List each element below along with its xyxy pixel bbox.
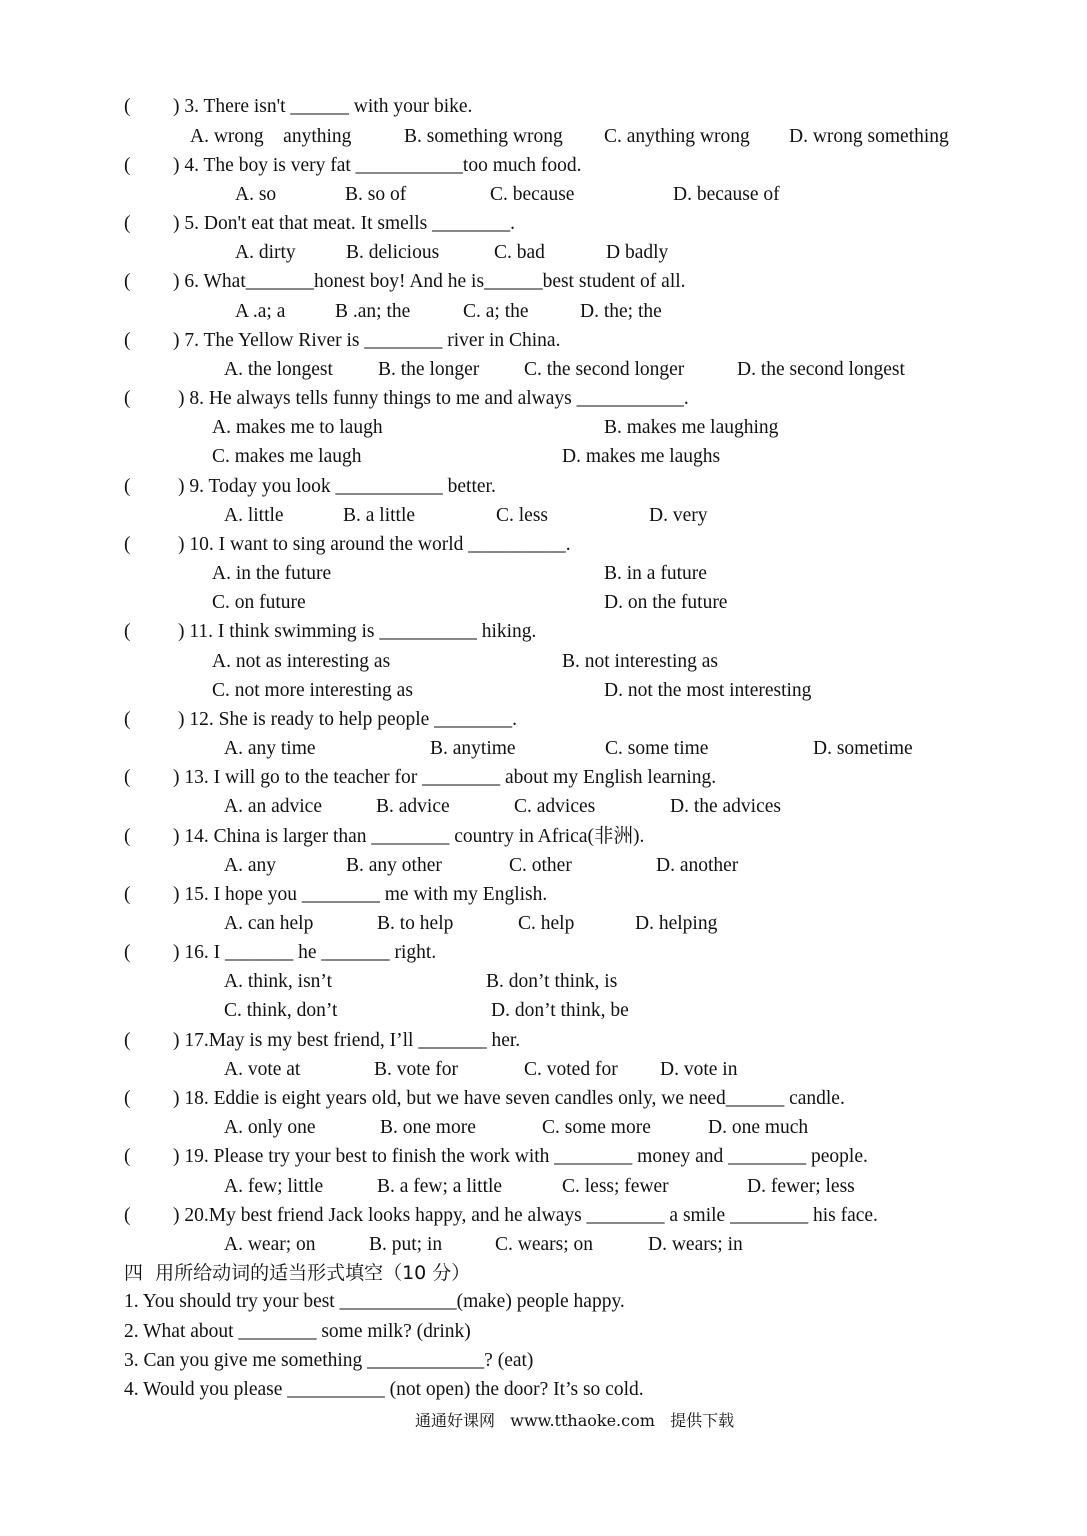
answer-option: B. a few; a little	[377, 1176, 503, 1197]
question-text: ) 11. I think swimming is __________ hiking.	[178, 621, 537, 642]
answer-option: D. don’t think, be	[491, 1000, 629, 1021]
answer-option: C. think, don’t	[224, 1000, 338, 1021]
answer-option: A. any	[224, 855, 276, 876]
answer-option: B. a little	[343, 505, 416, 526]
answer-option: A. in the future	[212, 563, 332, 584]
answer-option: D badly	[606, 242, 669, 263]
answer-paren: (	[124, 767, 131, 788]
answer-option: A. any time	[224, 738, 316, 759]
answer-option: B. don’t think, is	[486, 971, 618, 992]
answer-option: D. wrong something	[789, 126, 949, 147]
answer-option: D. sometime	[813, 738, 913, 759]
question-text: ) 17.May is my best friend, I’ll _______ her.	[173, 1030, 521, 1051]
answer-option: D. on the future	[604, 592, 728, 613]
fill-in-item: 1. You should try your best ____________(make) people happy.	[124, 1291, 625, 1312]
question-text: ) 18. Eddie is eight years old, but we have seven candles only, we need______ candle.	[173, 1088, 845, 1109]
answer-paren: (	[124, 96, 131, 117]
answer-option: D. helping	[635, 913, 718, 934]
section-heading: 四 用所给动词的适当形式填空（10 分）	[124, 1262, 471, 1284]
answer-paren: (	[124, 1205, 131, 1226]
answer-option: B. delicious	[346, 242, 440, 263]
answer-option: C. on future	[212, 592, 306, 613]
answer-paren: (	[124, 330, 131, 351]
question-text: ) 10. I want to sing around the world __________.	[178, 534, 571, 555]
question-text: ) 20.My best friend Jack looks happy, and he always ________ a smile ________ his face.	[173, 1205, 878, 1226]
answer-option: C. makes me laugh	[212, 446, 362, 467]
answer-option: A. wear; on	[224, 1234, 316, 1255]
answer-option: D. the advices	[670, 796, 782, 817]
question-text: ) 4. The boy is very fat ___________too much food.	[173, 155, 582, 176]
answer-option: D. another	[656, 855, 739, 876]
question-text: ) 16. I _______ he _______ right.	[173, 942, 437, 963]
answer-option: B. vote for	[374, 1059, 458, 1080]
question-text: ) 12. She is ready to help people ________.	[178, 709, 518, 730]
answer-option: D. not the most interesting	[604, 680, 812, 701]
answer-paren: (	[124, 388, 131, 409]
answer-paren: (	[124, 1088, 131, 1109]
answer-paren: (	[124, 942, 131, 963]
answer-paren: (	[124, 1030, 131, 1051]
question-text: ) 19. Please try your best to finish the work with ________ money and ________ people.	[173, 1146, 868, 1167]
answer-option: C. some time	[605, 738, 709, 759]
question-text: ) 3. There isn't ______ with your bike.	[173, 96, 473, 117]
answer-option: B. any other	[346, 855, 442, 876]
question-text: ) 9. Today you look ___________ better.	[178, 476, 496, 497]
answer-paren: (	[124, 155, 131, 176]
answer-option: A. only one	[224, 1117, 316, 1138]
answer-option: B. something wrong	[404, 126, 563, 147]
answer-option: C. help	[518, 913, 575, 934]
answer-option: C. because	[490, 184, 575, 205]
question-text: ) 14. China is larger than ________ country in Africa(非洲).	[173, 826, 645, 847]
answer-option: D. the second longest	[737, 359, 905, 380]
answer-option: D. makes me laughs	[562, 446, 721, 467]
answer-option: D. one much	[708, 1117, 809, 1138]
answer-option: A. wrong anything	[190, 126, 352, 147]
question-text: ) 5. Don't eat that meat. It smells ________.	[173, 213, 515, 234]
answer-option: B. put; in	[369, 1234, 443, 1255]
answer-option: C. less	[496, 505, 549, 526]
question-text: ) 6. What_______honest boy! And he is______best student of all.	[173, 271, 686, 292]
answer-option: B. not interesting as	[562, 651, 718, 672]
answer-option: B. advice	[376, 796, 450, 817]
fill-in-item: 4. Would you please __________ (not open) the door? It’s so cold.	[124, 1379, 644, 1400]
answer-paren: (	[124, 709, 131, 730]
answer-option: A. can help	[224, 913, 314, 934]
answer-option: A. little	[224, 505, 284, 526]
answer-paren: (	[124, 271, 131, 292]
answer-option: C. less; fewer	[562, 1176, 669, 1197]
question-text: ) 8. He always tells funny things to me and always ___________.	[178, 388, 689, 409]
answer-option: B. to help	[377, 913, 454, 934]
fill-in-item: 3. Can you give me something ____________? (eat)	[124, 1350, 534, 1371]
answer-option: D. fewer; less	[747, 1176, 855, 1197]
answer-option: B. so of	[345, 184, 407, 205]
answer-option: A. so	[235, 184, 277, 205]
question-text: ) 15. I hope you ________ me with my English.	[173, 884, 548, 905]
answer-paren: (	[124, 476, 131, 497]
answer-option: B. makes me laughing	[604, 417, 779, 438]
answer-option: A. an advice	[224, 796, 322, 817]
answer-option: D. because of	[673, 184, 780, 205]
answer-option: C. anything wrong	[604, 126, 750, 147]
answer-paren: (	[124, 884, 131, 905]
footer-source: 通通好课网 www.tthaoke.com 提供下载	[415, 1411, 735, 1430]
answer-paren: (	[124, 621, 131, 642]
answer-option: C. bad	[494, 242, 545, 263]
answer-option: C. advices	[514, 796, 596, 817]
answer-paren: (	[124, 534, 131, 555]
answer-option: C. the second longer	[524, 359, 685, 380]
answer-option: C. not more interesting as	[212, 680, 413, 701]
answer-option: B. the longer	[378, 359, 480, 380]
answer-option: D. wears; in	[648, 1234, 743, 1255]
answer-option: B .an; the	[335, 301, 411, 322]
answer-option: A. few; little	[224, 1176, 324, 1197]
answer-option: C. a; the	[463, 301, 529, 322]
answer-option: A. dirty	[235, 242, 296, 263]
answer-paren: (	[124, 826, 131, 847]
answer-option: A. the longest	[224, 359, 333, 380]
answer-option: A. vote at	[224, 1059, 301, 1080]
question-text: ) 13. I will go to the teacher for ________ about my English learning.	[173, 767, 717, 788]
answer-option: A .a; a	[235, 301, 286, 322]
answer-option: A. makes me to laugh	[212, 417, 383, 438]
answer-option: C. other	[509, 855, 572, 876]
answer-option: C. voted for	[524, 1059, 618, 1080]
answer-option: D. very	[649, 505, 708, 526]
answer-option: B. in a future	[604, 563, 707, 584]
answer-option: C. wears; on	[495, 1234, 594, 1255]
answer-option: A. not as interesting as	[212, 651, 391, 672]
fill-in-item: 2. What about ________ some milk? (drink)	[124, 1321, 471, 1342]
answer-option: B. anytime	[430, 738, 516, 759]
answer-option: D. the; the	[580, 301, 662, 322]
answer-option: C. some more	[542, 1117, 651, 1138]
answer-option: B. one more	[380, 1117, 476, 1138]
answer-option: A. think, isn’t	[224, 971, 332, 992]
question-text: ) 7. The Yellow River is ________ river in China.	[173, 330, 561, 351]
answer-paren: (	[124, 1146, 131, 1167]
answer-paren: (	[124, 213, 131, 234]
answer-option: D. vote in	[660, 1059, 738, 1080]
